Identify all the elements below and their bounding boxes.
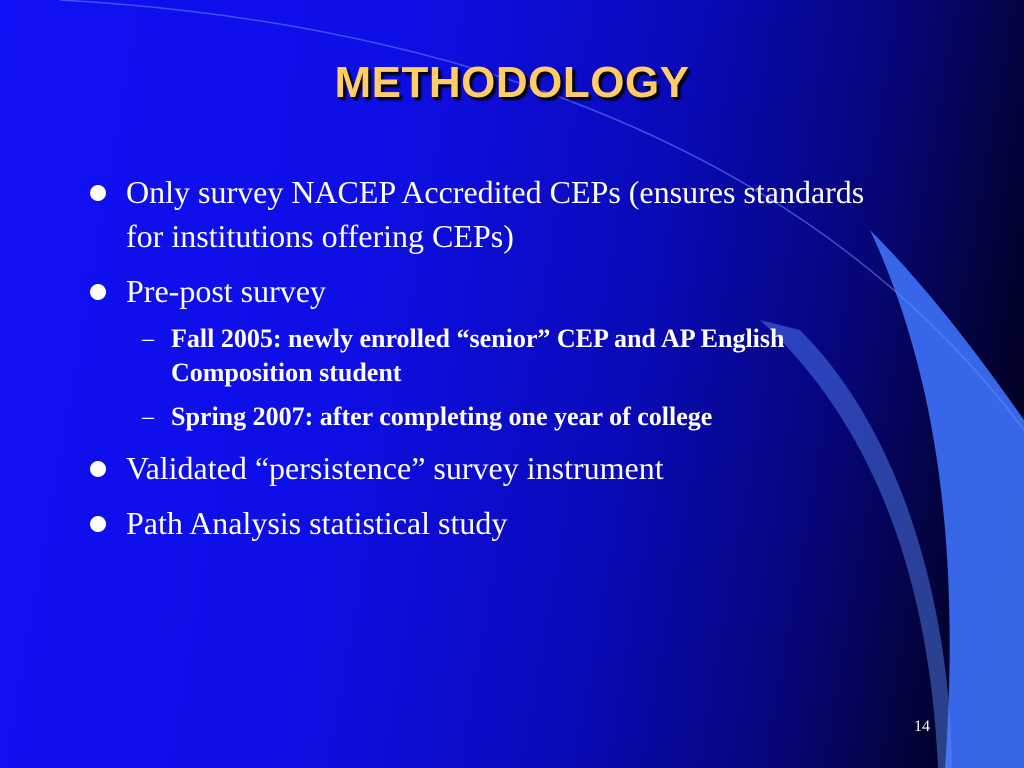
bullet-item-accredited <box>88 170 908 258</box>
bullet-list <box>88 170 908 556</box>
sub-bullet-fall-2005 <box>134 322 908 390</box>
bullet-dot-icon <box>90 185 106 201</box>
sub-bullet-text: Spring 2007: after completing one year of college <box>171 402 713 431</box>
bullet-item-validated <box>88 446 908 490</box>
bullet-text: Only survey NACEP Accredited CEPs (ensures standards for institutions offering CEPs) <box>126 174 865 254</box>
bullet-dot-icon <box>90 284 106 300</box>
bullet-item-path-analysis <box>88 501 908 545</box>
sub-bullet-text: Fall 2005: newly enrolled “senior” CEP and AP English Composition student <box>171 324 785 387</box>
bullet-text: Pre-post survey <box>126 273 326 309</box>
bullet-text: Path Analysis statistical study <box>126 505 508 541</box>
dash-icon: – <box>142 326 154 352</box>
page-number: 14 <box>914 718 930 735</box>
bullet-dot-icon <box>90 516 106 532</box>
sub-bullet-spring-2007 <box>134 400 908 434</box>
bullet-item-pre-post <box>88 269 908 313</box>
bullet-text: Validated “persistence” survey instrument <box>126 450 664 486</box>
bullet-dot-icon <box>90 461 106 477</box>
dash-icon: – <box>142 404 154 430</box>
slide-title: METHODOLOGY <box>334 58 690 107</box>
